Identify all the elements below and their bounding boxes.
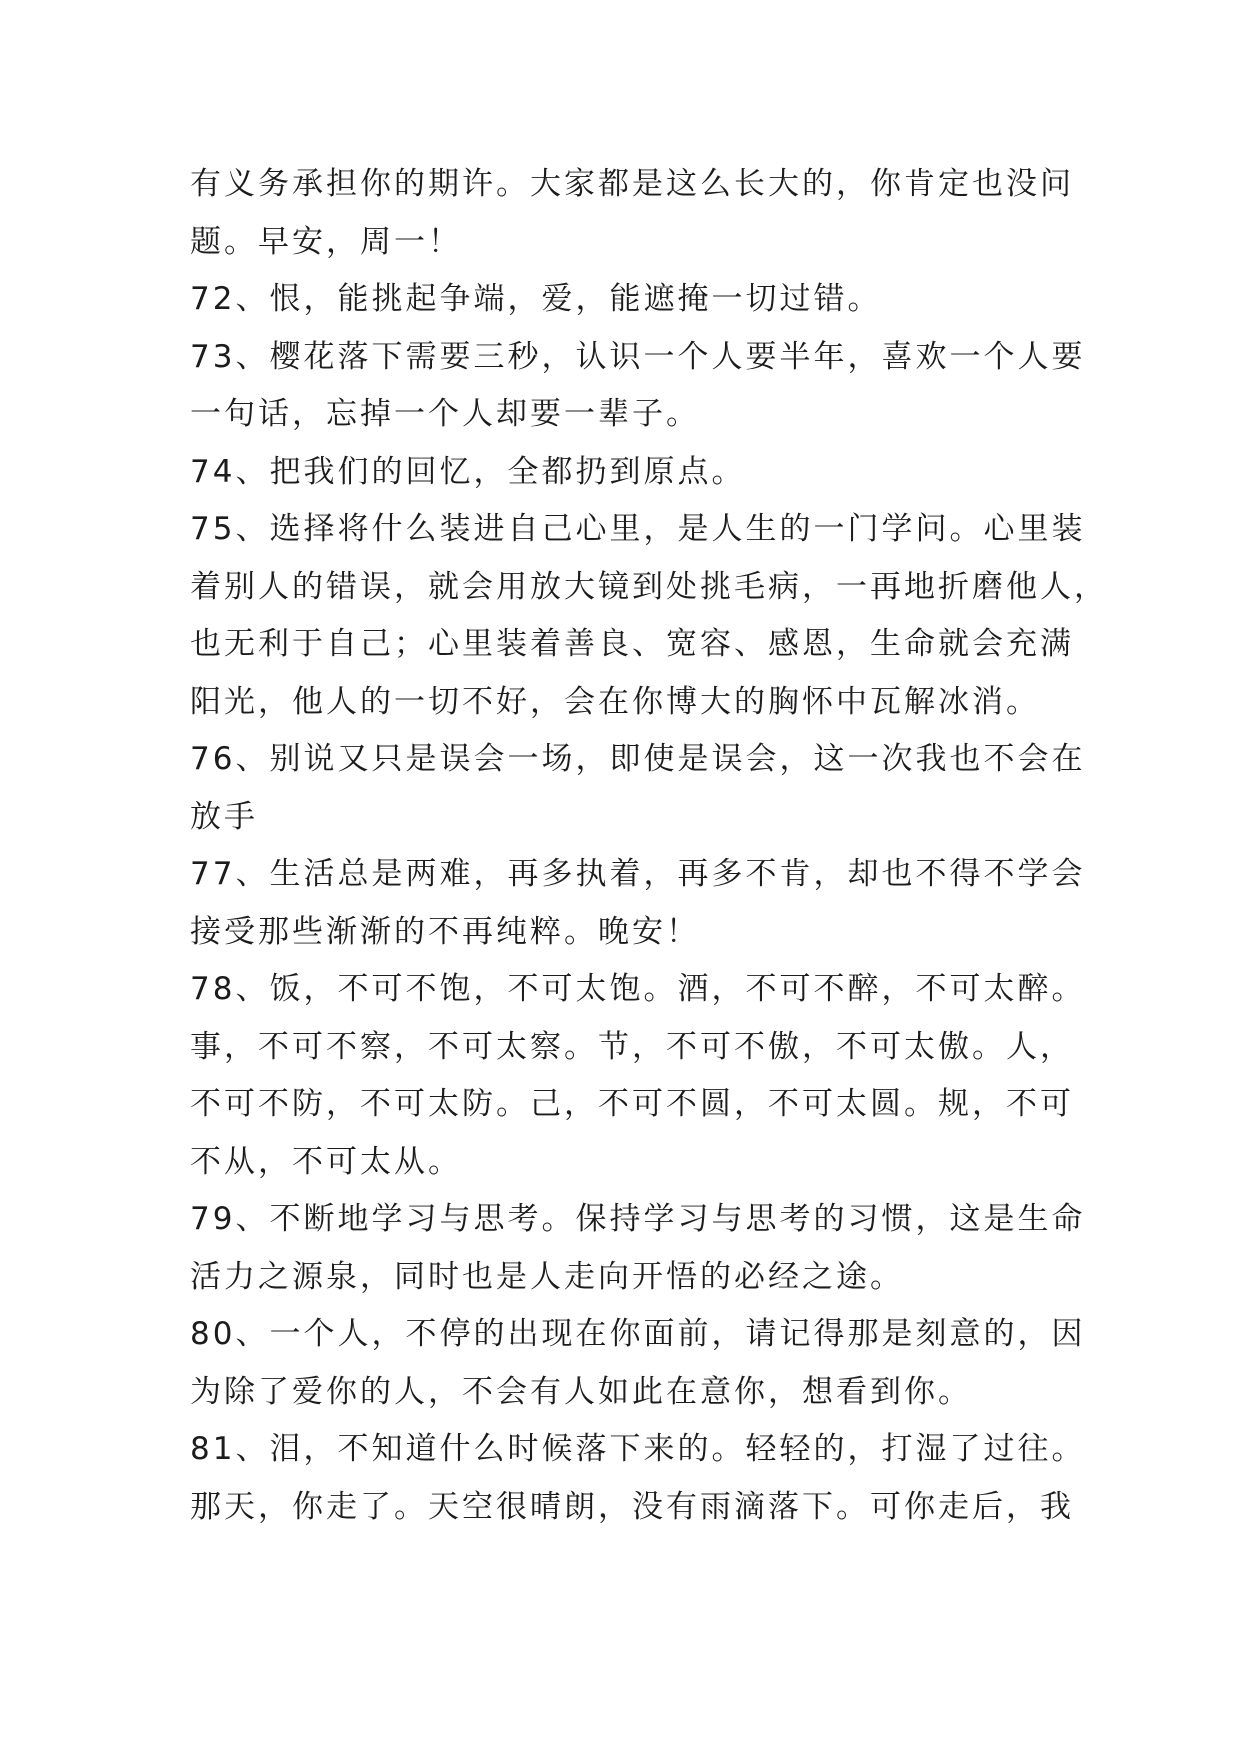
text-line: 着别人的错误，就会用放大镜到处挑毛病，一再地折磨他人， bbox=[190, 568, 1108, 605]
text-line: 77、生活总是两难，再多执着，再多不肯，却也不得不学会 bbox=[190, 856, 1086, 892]
text-line: 81、泪，不知道什么时候落下来的。轻轻的，打湿了过往。 bbox=[190, 1431, 1086, 1467]
text-line: 78、饭，不可不饱，不可太饱。酒，不可不醉，不可太醉。 bbox=[190, 971, 1086, 1007]
text-line: 阳光，他人的一切不好，会在你博大的胸怀中瓦解冰消。 bbox=[190, 683, 1040, 720]
text-line: 那天，你走了。天空很晴朗，没有雨滴落下。可你走后，我 bbox=[190, 1488, 1074, 1525]
text-line: 76、别说又只是误会一场，即使是误会，这一次我也不会在 bbox=[190, 741, 1086, 777]
document-body bbox=[190, 156, 1108, 1536]
text-line: 放手 bbox=[190, 798, 258, 835]
text-line: 活力之源泉，同时也是人走向开悟的必经之途。 bbox=[190, 1258, 904, 1295]
text-line: 79、不断地学习与思考。保持学习与思考的习惯，这是生命 bbox=[190, 1201, 1086, 1237]
text-line: 72、恨，能挑起争端，爱，能遮掩一切过错。 bbox=[190, 281, 882, 317]
text-line: 不从，不可太从。 bbox=[190, 1143, 462, 1180]
text-line: 事，不可不察，不可太察。节，不可不傲，不可太傲。人， bbox=[190, 1028, 1074, 1065]
text-line: 一句话，忘掉一个人却要一辈子。 bbox=[190, 396, 700, 432]
text-line: 题。早安，周一！ bbox=[190, 223, 462, 260]
text-line: 74、把我们的回忆，全都扔到原点。 bbox=[190, 453, 746, 490]
text-line: 有义务承担你的期许。大家都是这么长大的，你肯定也没问 bbox=[190, 166, 1074, 202]
text-line: 75、选择将什么装进自己心里，是人生的一门学问。心里装 bbox=[190, 511, 1086, 547]
text-line: 接受那些渐渐的不再纯粹。晚安！ bbox=[190, 913, 700, 950]
text-line: 不可不防，不可太防。己，不可不圆，不可太圆。规，不可 bbox=[190, 1086, 1074, 1122]
text-line: 73、樱花落下需要三秒，认识一个人要半年，喜欢一个人要 bbox=[190, 338, 1086, 375]
text-line: 也无利于自己；心里装着善良、宽容、感恩，生命就会充满 bbox=[190, 626, 1074, 662]
text-line: 80、一个人，不停的出现在你面前，请记得那是刻意的，因 bbox=[190, 1316, 1086, 1352]
text-line: 为除了爱你的人，不会有人如此在意你，想看到你。 bbox=[190, 1373, 972, 1410]
